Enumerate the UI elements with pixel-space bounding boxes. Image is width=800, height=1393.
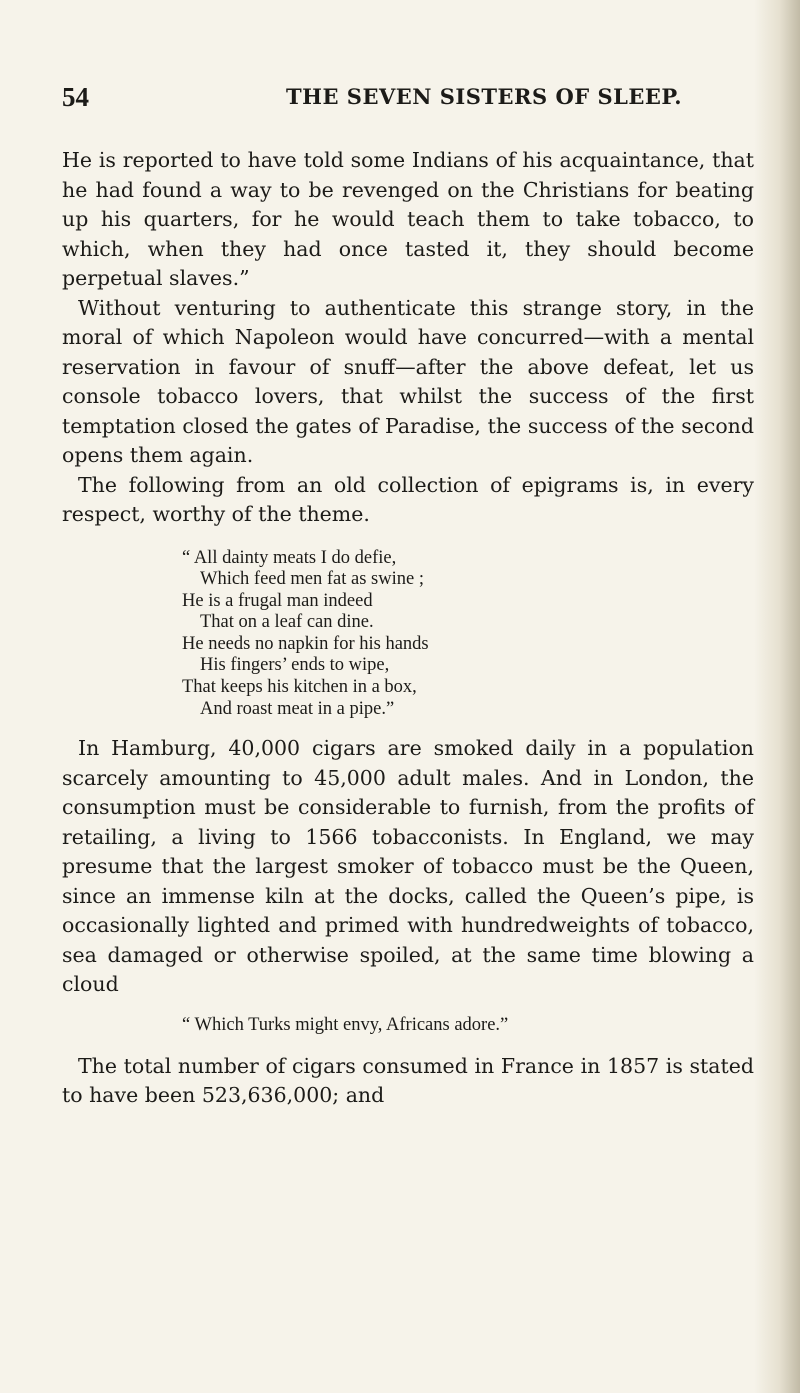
- paragraph-4: In Hamburg, 40,000 cigars are smoked daily in a population scarcely amounting to 45,000 adult males. And in London, the consumption must be considerable to furnish, from the profits of retailing, a living to 1566 tobacconists. In England, we may presume that the largest smoker of tobacco must be the Queen, since an immense kiln at the docks, called the Queen’s pipe, is occasionally lighted and primed with hundredweights of tobacco, sea damaged or otherwise spoiled, at the same time blowing a cloud: [62, 736, 754, 997]
- running-head: THE SEVEN SISTERS OF SLEEP.: [286, 84, 683, 109]
- verse-line: His fingers’ ends to wipe,: [200, 655, 390, 676]
- paragraph-2: Without venturing to authenticate this strange story, in the moral of which Napoleon would have concurred—with a mental reservation in favour of snuff—after the above defeat, let us console tobacco lovers, that whilst the success of the first temptation closed the gates of Paradise, the success of the second opens them again.: [62, 295, 754, 467]
- verse-line: And roast meat in a pipe.”: [200, 698, 395, 719]
- verse-line: He is a frugal man indeed: [182, 590, 373, 611]
- verse-line: “ All dainty meats I do defie,: [182, 547, 397, 568]
- page-number: 54: [62, 82, 89, 112]
- page-header: [62, 82, 762, 112]
- verse-line: He needs no napkin for his hands: [182, 633, 429, 654]
- paragraph-1: He is reported to have told some Indians of his acquaintance, that he had found a way to be revenged on the Christians for beating up his quarters, for he would teach them to take tobacco, to which, when they had once tasted it, they should become perpetual slaves.”: [62, 148, 754, 290]
- verse-line: Which feed men fat as swine ;: [200, 569, 424, 590]
- body-text: [62, 146, 754, 1111]
- paragraph-3: The following from an old collection of epigrams is, in every respect, worthy of the theme.: [62, 472, 754, 526]
- verse-line: That on a leaf can dine.: [200, 612, 374, 633]
- paragraph-5: The total number of cigars consumed in France in 1857 is stated to have been 523,636,000; and: [62, 1053, 754, 1108]
- verse-line: That keeps his kitchen in a box,: [182, 677, 417, 698]
- epigram-verse: [62, 548, 754, 721]
- quote-line: “ Which Turks might envy, Africans adore.”: [182, 1014, 509, 1035]
- page-edge-shadow: [754, 0, 800, 1393]
